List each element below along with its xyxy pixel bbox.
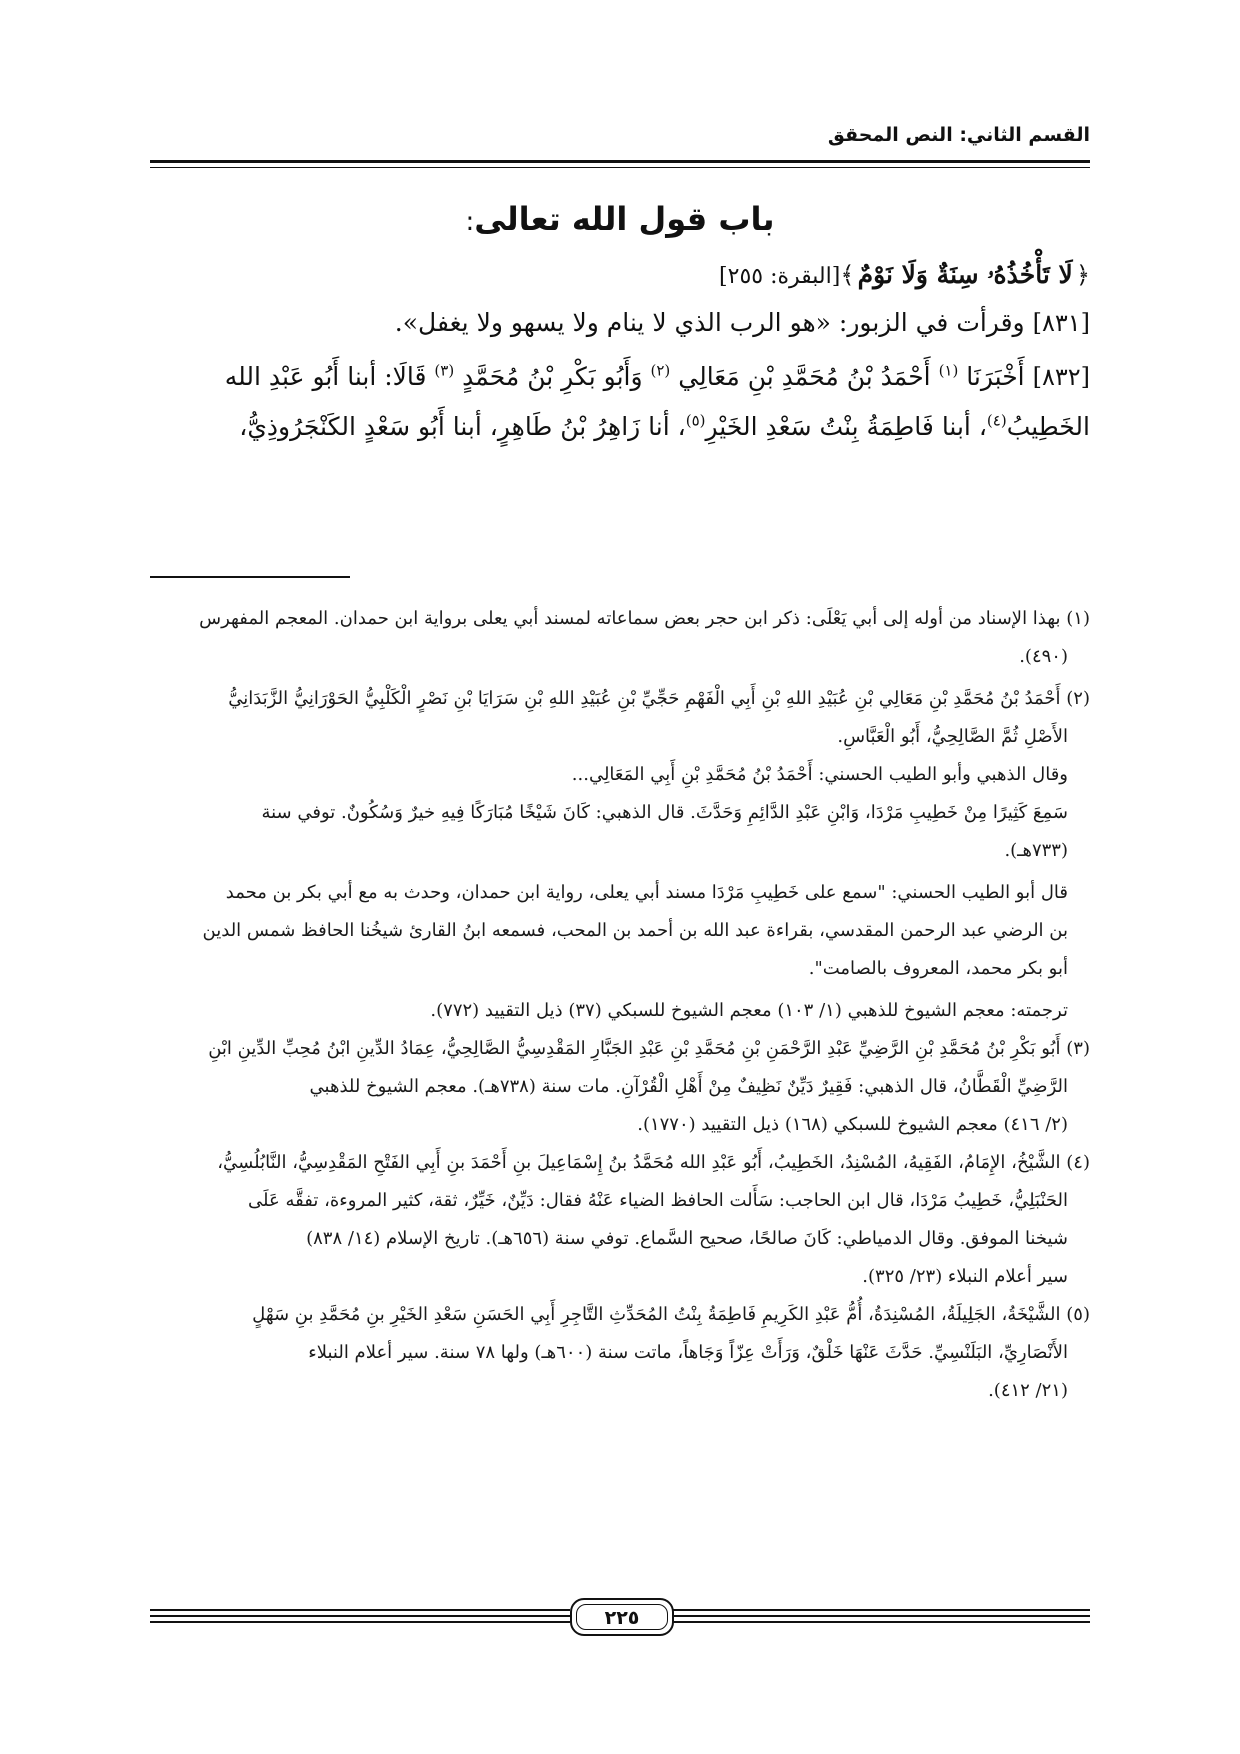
footnote-line: (٧٣٣هـ).: [1004, 840, 1068, 861]
footnote-line: شيخنا الموفق. وقال الدمياطي: كَانَ صالحًا، صحيح السَّماع. توفي سنة (٦٥٦هـ). تاريخ الإسلام (١٤/ ٨٣٨): [306, 1228, 1068, 1249]
footer-rule: [150, 1621, 570, 1623]
page-number: ٢٢٥: [576, 1604, 668, 1630]
footer-rule: [670, 1615, 1090, 1617]
quran-verse-line: [150, 260, 1090, 290]
footnote-ref[interactable]: (٢): [650, 361, 671, 380]
chapter-title-text: باب قول الله تعالى: [474, 200, 775, 238]
verse-reference: [البقرة: ٢٥٥]: [719, 264, 841, 289]
footnote-line: الأَنْصَارِيِّ، البَلَنْسِيِّ. حَدَّثَ عَنْهَا خَلْقٌ، وَرَأَتْ عِزّاً وَجَاهاً، ماتت سنة (٦٠٠هـ) ولها ٧٨ سنة. سير أعلام النبلاء: [308, 1342, 1068, 1363]
footnote-line: سَمِعَ كَثِيرًا مِنْ خَطِيبِ مَرْدَا، وَابْنِ عَبْدِ الدَّائِمِ وَحَدَّثَ. قال الذهبي: كَانَ شَيْخًا مُبَارَكًا فِيهِ خيرٌ وَسُكُونٌ. توفي سنة: [261, 802, 1068, 823]
header-rule-thin: [150, 167, 1090, 168]
paragraph-line: [225, 352, 1090, 402]
paragraph-text: وقرأت في الزبور: «هو الرب الذي لا ينام ولا يسهو ولا يغفل».: [394, 308, 1025, 337]
paragraph-text: قَالَا: أبنا أَبُو عَبْدِ الله: [224, 362, 427, 391]
running-header-title: القسم الثاني: النص المحقق: [827, 124, 1090, 146]
footnote-line: الرَّضِيِّ الْقَطَّانُ، قال الذهبي: فَقِيرٌ دَيِّنٌ نَظِيفٌ مِنْ أَهْلِ الْقُرْآنِ. مات سنة (٧٣٨هـ). معجم الشيوخ للذهبي: [309, 1076, 1068, 1097]
footnote-line: بن الرضي عبد الرحمن المقدسي، بقراءة عبد الله بن أحمد بن المحب، فسمعه ابنُ القارئ شيخُنا الحافظ شمس الدين: [202, 920, 1068, 941]
verse-open-bracket: ﴿: [1075, 261, 1090, 289]
footnote-line: وقال الذهبي وأبو الطيب الحسني: أَحْمَدُ بْنُ مُحَمَّدِ بْنِ أَبِي المَعَالِي...: [571, 764, 1068, 785]
paragraph-text: ، أنا زَاهِرُ بْنُ طَاهِرٍ، أبنا أَبُو سَعْدٍ الكَنْجَرُوذِيُّ،: [239, 412, 686, 441]
paragraph-number: [٨٣٢]: [1032, 363, 1090, 391]
footnote-line: (٢) أَحْمَدُ بْنُ مُحَمَّدِ بْنِ مَعَالِي بْنِ عُبَيْدِ اللهِ بْنِ أَبِي الْفَهْمِ حَجِّيِّ بْنِ عُبَيْدِ اللهِ بْنِ سَرَايَا بْنِ نَصْرٍ الْكَلْبِيُّ الحَوْرَانِيُّ الزَّبَدَانِيُّ: [228, 688, 1090, 709]
paragraph-text: أَحْمَدُ بْنُ مُحَمَّدِ بْنِ مَعَالِي: [678, 362, 931, 391]
footnote-line: (٥) الشَّيْخَةُ، الجَلِيلَةُ، المُسْنِدَةُ، أُمُّ عَبْدِ الكَرِيمِ فَاطِمَةُ بِنْتُ المُحَدِّثِ التَّاجِرِ أَبِي الحَسَنِ سَعْدِ الخَيْرِ بنِ مُحَمَّدِ بنِ سَهْلٍ: [252, 1304, 1090, 1325]
footer-rule: [150, 1615, 570, 1617]
paragraph-line: [395, 298, 1090, 348]
footnote-line: (٤٩٠).: [1019, 646, 1068, 667]
footnote-line: قال أبو الطيب الحسني: "سمع على خَطِيبِ مَرْدَا مسند أبي يعلى، رواية ابن حمدان، وحدث به مع أبي بكر بن محمد: [225, 882, 1068, 903]
footnote-line: أبو بكر محمد، المعروف بالصامت".: [808, 958, 1068, 979]
footnote-line: (٢/ ٤١٦) معجم الشيوخ للسبكي (١٦٨) ذيل التقييد (١٧٧٠).: [637, 1114, 1068, 1135]
footnote-ref[interactable]: (٥): [685, 411, 706, 430]
footnote-line: (١) بهذا الإسناد من أوله إلى أبي يَعْلَى: ذكر ابن حجر بعض سماعاته لمسند أبي يعلى برواية ابن حمدان. المعجم المفهرس: [199, 608, 1090, 629]
footer-rule: [670, 1621, 1090, 1623]
chapter-title: [0, 200, 1240, 238]
footnote-ref[interactable]: (٣): [434, 361, 455, 380]
footnote-line: (٤) الشَّيْخُ، الإِمَامُ، الفَقِيهُ، المُسْنِدُ، الخَطِيبُ، أَبُو عَبْدِ الله مُحَمَّدُ بنُ إِسْمَاعِيلَ بنِ أَحْمَدَ بنِ أَبِي الفَتْحِ المَقْدِسِيُّ، النَّابُلُسِيُّ،: [217, 1152, 1090, 1173]
paragraph-text: أَخْبَرَنَا: [966, 362, 1025, 391]
footnote-line: الحَنْبَلِيُّ، خَطِيبُ مَرْدَا، قال ابن الحاجب: سَأَلت الحافظ الضياء عَنْهُ فقال: دَيِّنٌ، خَيِّرٌ، ثقة، كثير المروءة، تفقَّه عَلَى: [248, 1190, 1068, 1211]
page-number-frame: [570, 1598, 674, 1636]
footnote-line: (٣) أَبُو بَكْرِ بْنُ مُحَمَّدِ بْنِ الرَّضِيِّ عَبْدِ الرَّحْمَنِ بْنِ مُحَمَّدِ بْنِ عَبْدِ الجَبَّارِ المَقْدِسِيُّ الصَّالِحِيُّ، عِمَادُ الدِّينِ ابْنُ مُحِبِّ الدِّينِ ابْنِ: [208, 1038, 1090, 1059]
paragraph-number: [٨٣١]: [1032, 309, 1090, 337]
footnote-ref[interactable]: (٤): [986, 411, 1007, 430]
footnote-line: ترجمته: معجم الشيوخ للذهبي (١/ ١٠٣) معجم الشيوخ للسبكي (٣٧) ذيل التقييد (٧٧٢).: [430, 1000, 1068, 1021]
footnote-line: الأَصْلِ ثُمَّ الصَّالِحِيُّ، أَبُو الْعَبَّاسِ.: [837, 726, 1068, 747]
verse-close-bracket: ﴾: [840, 261, 855, 289]
paragraph-text: وَأَبُو بَكْرِ بْنُ مُحَمَّدٍ: [462, 362, 643, 391]
footnote-separator: [150, 576, 350, 578]
chapter-title-colon: :: [465, 207, 475, 237]
paragraph-line: [239, 402, 1090, 452]
footnote-line: سير أعلام النبلاء (٢٣/ ٣٢٥).: [862, 1266, 1068, 1287]
footer-rule: [670, 1609, 1090, 1611]
footnote-ref[interactable]: (١): [938, 361, 959, 380]
paragraph-text: ، أبنا فَاطِمَةُ بِنْتُ سَعْدِ الخَيْرِ: [705, 412, 987, 441]
header-rule-thick: [150, 160, 1090, 163]
footnote-line: (٢١/ ٤١٢).: [988, 1380, 1068, 1401]
footer-rule: [150, 1609, 570, 1611]
paragraph-text: الخَطِيبُ: [1006, 412, 1090, 441]
verse-text: لَا تَأْخُذُهُۥ سِنَةٌ وَلَا نَوْمٌ: [857, 260, 1073, 289]
